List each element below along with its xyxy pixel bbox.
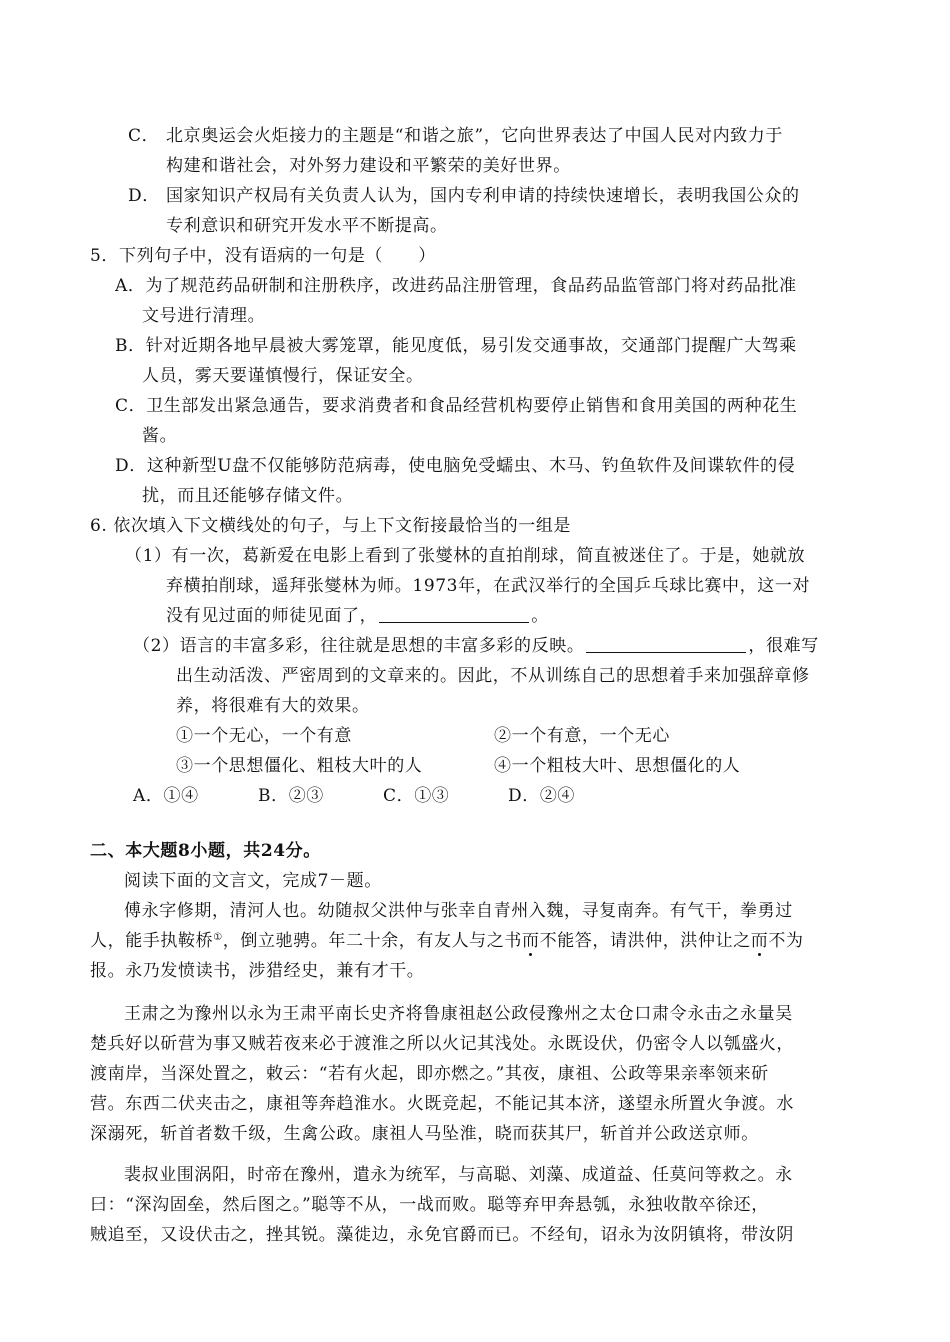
q6-choice-1: ①一个无心，一个有意 [176, 726, 352, 746]
q6-choice-2: ②一个有意，一个无心 [494, 726, 670, 746]
passage-para2-line1: 王肃之为豫州以永为王肃平南长史齐将鲁康祖赵公政侵豫州之太仓口肃令永击之永量吴 [124, 1004, 793, 1024]
q4-option-d-letter: D． [128, 186, 160, 206]
q6-blank-2[interactable] [586, 635, 746, 653]
q6-answer-c: C．①③ [383, 786, 450, 806]
passage-para1-line3: 报。永乃发愤读书，涉猎经史，兼有才干。 [90, 961, 425, 981]
section-intro: 阅读下面的文言文，完成7－题。 [124, 871, 382, 891]
q6-choice-3: ③一个思想僵化、粗枝大叶的人 [176, 756, 423, 776]
passage-para1-line1: 傅永字修期，清河人也。幼随叔父洪仲与张幸自青州入魏，寻复南奔。有气干，拳勇过 [124, 901, 793, 921]
q5-option-a-line2: 文号进行清理。 [142, 306, 266, 326]
passage-para1-line2-a: 人，能手执鞍桥 [90, 931, 214, 951]
q4-option-c-letter: C． [128, 126, 160, 146]
q6-passage2-line3: 养，将很难有大的效果。 [176, 696, 370, 716]
q6-passage1-line3-text: 没有见过面的师徒见面了， [166, 606, 378, 626]
passage-para2-line2: 楚兵好以斫营为事又贼若夜来必于渡淮之所以火记其浅处。永既设伏，仍密令人以瓠盛火， [90, 1034, 794, 1054]
q6-answer-a: A．①④ [133, 786, 199, 806]
passage-para1-line2-d: 不为 [768, 931, 804, 951]
section-heading: 二、本大题8小题，共24分。 [90, 841, 321, 861]
emphasis-char-er-2: 而 [750, 931, 769, 951]
q5-option-d-line2: 扰，而且还能够存储文件。 [142, 486, 354, 506]
q4-option-d-line1: 国家知识产权局有关负责人认为，国内专利申请的持续快速增长，表明我国公众的 [166, 186, 800, 206]
passage-para2-line3: 渡南岸，当深处置之，敕云：“若有火起，即亦燃之。”其夜，康祖、公政等果亲率领来斫 [90, 1064, 769, 1084]
passage-para3-line3: 贼追至，又设伏击之，挫其锐。藻徙边，永免官爵而已。不经旬，诏永为汝阴镇将，带汝阴 [90, 1225, 794, 1245]
q6-answer-d: D．②④ [508, 786, 576, 806]
q5-option-b-line1: B．针对近期各地早晨被大雾笼罩，能见度低，易引发交通事故，交通部门提醒广大驾乘 [115, 336, 797, 356]
passage-para1-line2-b: ，倒立驰骋。年二十余，有友人与之书 [222, 931, 522, 951]
passage-para2-line4: 营。东西二伏夹击之，康祖等奔趋淮水。火既竞起，不能记其本济，遂望永所置火争渡。水 [90, 1094, 794, 1114]
passage-para3-line2: 曰：“深沟固垒，然后图之。”聪等不从，一战而败。聪等弃甲奔悬瓠，永独收散卒徐还， [90, 1195, 769, 1215]
passage-para3-line1: 裴叔业围涡阳，时帝在豫州，遣永为统军，与高聪、刘藻、成道益、任莫问等救之。永 [124, 1165, 793, 1185]
passage-para2-line5: 深溺死，斩首者数千级，生禽公政。康祖人马坠淮，晓而获其尸，斩首并公政送京师。 [90, 1124, 759, 1144]
footnote-marker: ① [213, 932, 223, 943]
q6-passage1-line3 [166, 604, 549, 628]
q6-passage1-line1: （1）有一次，葛新爱在电影上看到了张燮林的直拍削球，简直被迷住了。于是，她就放 [125, 546, 806, 566]
q6-stem: 6. 依次填入下文横线处的句子，与上下文衔接最恰当的一组是 [90, 516, 572, 536]
emphasis-char-er-1: 而 [521, 931, 540, 951]
q5-option-c-line1: C．卫生部发出紧急通告，要求消费者和食品经营机构要停止销售和食用美国的两种花生 [115, 396, 798, 416]
q4-option-c-line1: 北京奥运会火炬接力的主题是“和谐之旅”，它向世界表达了中国人民对内致力于 [166, 126, 783, 146]
q4-option-c-line2: 构建和谐社会，对外努力建设和平繁荣的美好世界。 [166, 156, 571, 176]
q6-passage2-line1-end: ，很难写 [748, 636, 819, 656]
q6-choice-4: ④一个粗枝大叶、思想僵化的人 [494, 756, 741, 776]
q6-passage2-line1 [133, 634, 819, 658]
q6-passage1-line2: 弃横拍削球，遥拜张燮林为师。1973年，在武汉举行的全国乒乓球比赛中，这一对 [166, 576, 811, 596]
q6-passage2-line2: 出生动活泼、严密周到的文章来的。因此，不从训练自己的思想着手来加强辞章修 [176, 666, 810, 686]
q5-stem: 5．下列句子中，没有语病的一句是（ ） [90, 246, 436, 266]
q6-blank-1[interactable] [379, 605, 529, 623]
q5-option-a-line1: A．为了规范药品研制和注册秩序，改进药品注册管理，食品药品监管部门将对药品批准 [115, 276, 797, 296]
q5-option-b-line2: 人员，雾天要谨慎慢行，保证安全。 [142, 366, 424, 386]
q6-passage1-line3-end: 。 [531, 606, 549, 626]
q5-option-c-line2: 酱。 [142, 426, 178, 446]
passage-para1-line2-c: 不能答，请洪仲，洪仲让之 [539, 931, 751, 951]
q6-answer-b: B．②③ [258, 786, 324, 806]
q5-option-d-line1: D．这种新型U盘不仅能够防范病毒，使电脑免受蠕虫、木马、钓鱼软件及间谍软件的侵 [115, 456, 796, 476]
q4-option-d-line2: 专利意识和研究开发水平不断提高。 [166, 216, 448, 236]
passage-para1-line2 [90, 929, 804, 953]
q6-passage2-line1-text: （2）语言的丰富多彩，往往就是思想的丰富多彩的反映。 [133, 636, 585, 656]
